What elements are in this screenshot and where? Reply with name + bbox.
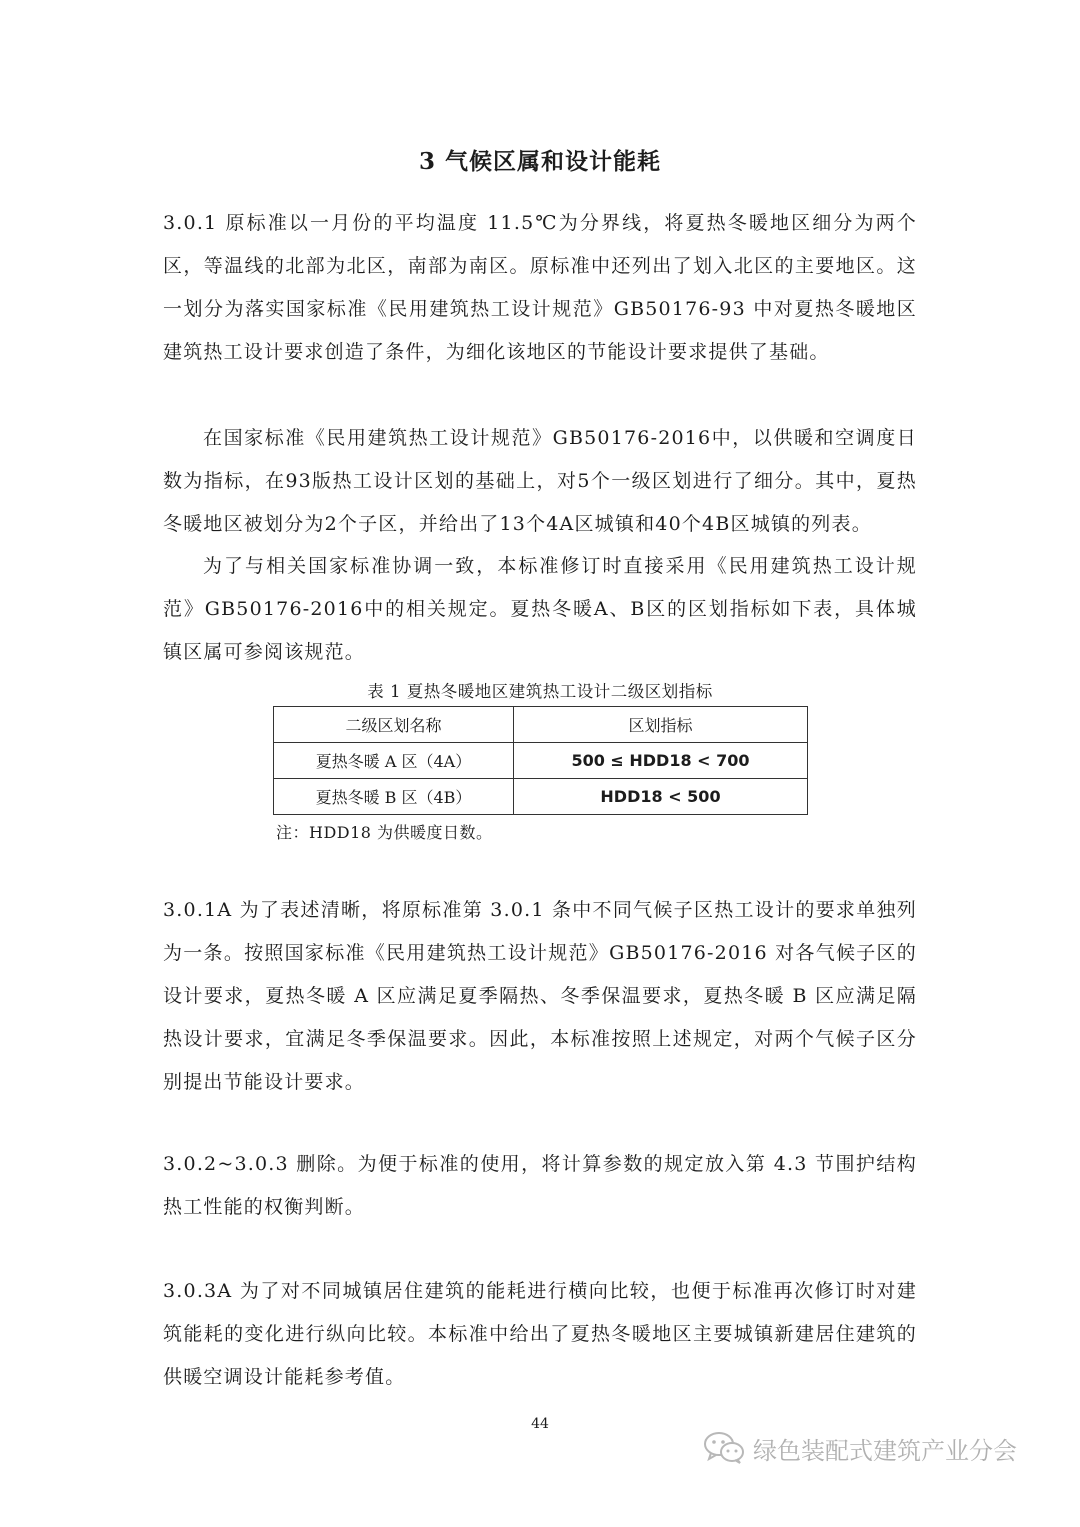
watermark-text: 绿色装配式建筑产业分会 xyxy=(753,1436,1017,1465)
watermark xyxy=(703,1428,1017,1468)
table-note: 注：HDD18 为供暖度日数。 xyxy=(276,823,493,842)
zone-name-cell: 夏热冬暖 B 区（4B） xyxy=(274,779,514,815)
table-row xyxy=(274,743,808,779)
paragraph-coordination: 为了与相关国家标准协调一致，本标准修订时直接采用《民用建筑热工设计规范》GB50176-2016中的相关规定。夏热冬暖A、B区的区划指标如下表，具体城镇区属可参阅该规范。 xyxy=(163,555,917,663)
paragraph-3-0-1a: 3.0.1A 为了表述清晰，将原标准第 3.0.1 条中不同气候子区热工设计的要求单独列为一条。按照国家标准《民用建筑热工设计规范》GB50176-2016 对各气候子区的设计要求，夏热冬暖 A 区应满足夏季隔热、冬季保温要求，夏热冬暖 B 区应满足隔热设计要求，宜满足冬季保温要求。因此，本标准按照上述规定，对两个气候子区分别提出节能设计要求。 xyxy=(163,899,917,1093)
wechat-icon xyxy=(703,1431,745,1465)
paragraph-gb50176-2016: 在国家标准《民用建筑热工设计规范》GB50176-2016中，以供暖和空调度日数为指标，在93版热工设计区划的基础上，对5个一级区划进行了细分。其中，夏热冬暖地区被划分为2个子区，并给出了13个4A区城镇和40个4B区城镇的列表。 xyxy=(163,427,917,535)
paragraph-3-0-1: 3.0.1 原标准以一月份的平均温度 11.5℃为分界线，将夏热冬暖地区细分为两个区，等温线的北部为北区，南部为南区。原标准中还列出了划入北区的主要地区。这一划分为落实国家标准《民用建筑热工设计规范》GB50176-93 中对夏热冬暖地区建筑热工设计要求创造了条件，为细化该地区的节能设计要求提供了基础。 xyxy=(163,212,917,363)
page-number: 44 xyxy=(531,1416,549,1432)
table-header-row xyxy=(274,707,808,743)
paragraph-3-0-2: 3.0.2~3.0.3 删除。为便于标准的使用，将计算参数的规定放入第 4.3 节围护结构热工性能的权衡判断。 xyxy=(163,1153,917,1218)
section-title: 3 气候区属和设计能耗 xyxy=(418,148,661,175)
zone-index-cell: HDD18 < 500 xyxy=(514,779,808,815)
table-caption: 表 1 夏热冬暖地区建筑热工设计二级区划指标 xyxy=(367,682,713,701)
zone-name-cell: 夏热冬暖 A 区（4A） xyxy=(274,743,514,779)
table-header-cell: 区划指标 xyxy=(514,707,808,743)
zone-index-cell: 500 ≤ HDD18 < 700 xyxy=(514,743,808,779)
zone-index-table xyxy=(273,706,808,815)
paragraph-3-0-3a: 3.0.3A 为了对不同城镇居住建筑的能耗进行横向比较，也便于标准再次修订时对建筑能耗的变化进行纵向比较。本标准中给出了夏热冬暖地区主要城镇新建居住建筑的供暖空调设计能耗参考值。 xyxy=(163,1280,917,1388)
table-row xyxy=(274,779,808,815)
table-header-cell: 二级区划名称 xyxy=(274,707,514,743)
